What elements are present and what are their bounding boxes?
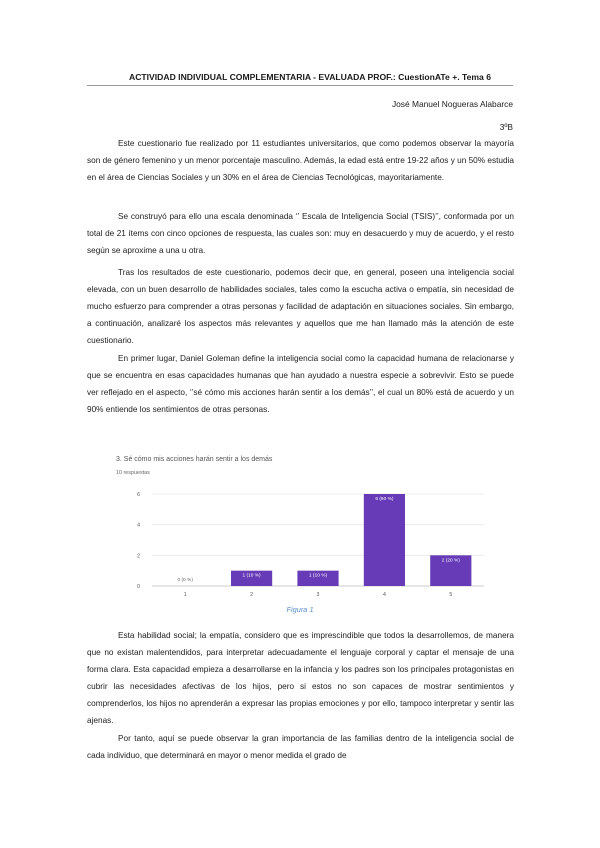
x-tick-label: 5 [449,592,453,598]
paragraph-1: Este cuestionario fue realizado por 11 estudiantes universitarios, que como podemos observar la mayoría son de género femenino y un menor porcentaje masculino. Además, la edad está entre 19-22 años y un 50% estudia en el área de Ciencias Sociales y un 30% en el área de Ciencias Tecnológicas, mayoritariamente. [87,139,514,182]
chart-title: 3. Sé cómo mis acciones harán sentir a los demás [116,456,273,463]
paragraph-4: En primer lugar, Daniel Goleman define la inteligencia social como la capacidad humana de relacionarse y que se encuentra en esas capacidades humanas que han ayudado a nuestra especie a sobrevivir. Esto se puede ver reflejado en el aspecto, ‘’sé cómo mis acciones harán sentir a los demás’’, el cual un 80% está de acuerdo y un 90% entiende los sentimientos de otras personas. [87,354,514,414]
x-tick-label: 1 [183,592,187,598]
x-tick-label: 3 [316,592,320,598]
data-label: 2 (20 %) [441,558,460,564]
bar-chart [112,452,490,602]
header-rule [87,85,513,86]
data-label: 1 (10 %) [242,573,261,579]
y-tick-label: 0 [137,584,140,590]
y-tick-label: 6 [137,492,140,498]
author-name: José Manuel Nogueras Alabarce [391,99,513,109]
paragraph-5: Esta habilidad social; la empatía, considero que es imprescindible que todos la desarrollemos, de manera que no existan malentendidos, para interpretar adecuadamente el lenguaje corporal y captar el mensaje de una forma clara. Esta capacidad empieza a desarrollarse en la infancia y los padres son los principales protagonistas en cubrir las necesidades afectivas de los hijos, pero si estos no son capaces de mostrar sentimientos y comprenderlos, los hijos no aprenderán a expresar las propias emociones y por ello, tampoco interpretar y sentir las ajenas. [87,631,514,725]
chart-x-ticks [184,592,453,598]
chart-y-ticks [137,492,140,590]
x-tick-label: 4 [382,592,386,598]
y-tick-label: 4 [137,522,140,529]
data-label: 6 (60 %) [375,497,394,502]
data-label: 1 (10 %) [308,573,328,579]
bar [364,494,405,586]
chart-data-labels [177,496,460,583]
figure-caption: Figura 1 [286,605,314,614]
paragraph-2: Se construyó para ello una escala denominada ‘’ Escala de Inteligencia Social (TSIS)’’, conformada por un total de 21 ítems con cinco opciones de respuesta, las cuales son: muy en desacuerdo y muy de acuerdo, y el resto según se aproxime a una u otra. [87,212,514,255]
group-label: 3ºB [499,122,513,132]
chart-subtitle: 10 respuestas [116,470,150,476]
chart-bars [231,494,471,586]
paragraph-3: Tras los resultados de este cuestionario, podemos decir que, en general, poseen una inteligencia social elevada, con un buen desarrollo de habilidades sociales, tales como la escucha activa o empatía, sin necesidad de mucho esfuerzo para comprender a otras personas y facilidad de adaptación en situaciones sociales. Sin embargo, a continuación, analizaré los aspectos más relevantes y aquellos que me han llamado más la atención de este cuestionario. [87,268,514,345]
document-header: ACTIVIDAD INDIVIDUAL COMPLEMENTARIA - EVALUADA PROF.: CuestionATe +. Tema 6 [129,72,491,82]
paragraph-6: Por tanto, aquí se puede observar la gran importancia de las familias dentro de la inteligencia social de cada individuo, que determinará en mayor o menor medida el grado de [87,734,514,760]
bar-chart-svg [112,452,490,602]
x-tick-label: 2 [250,592,254,598]
y-tick-label: 2 [137,553,140,560]
data-label: 0 (0 %) [177,578,193,583]
